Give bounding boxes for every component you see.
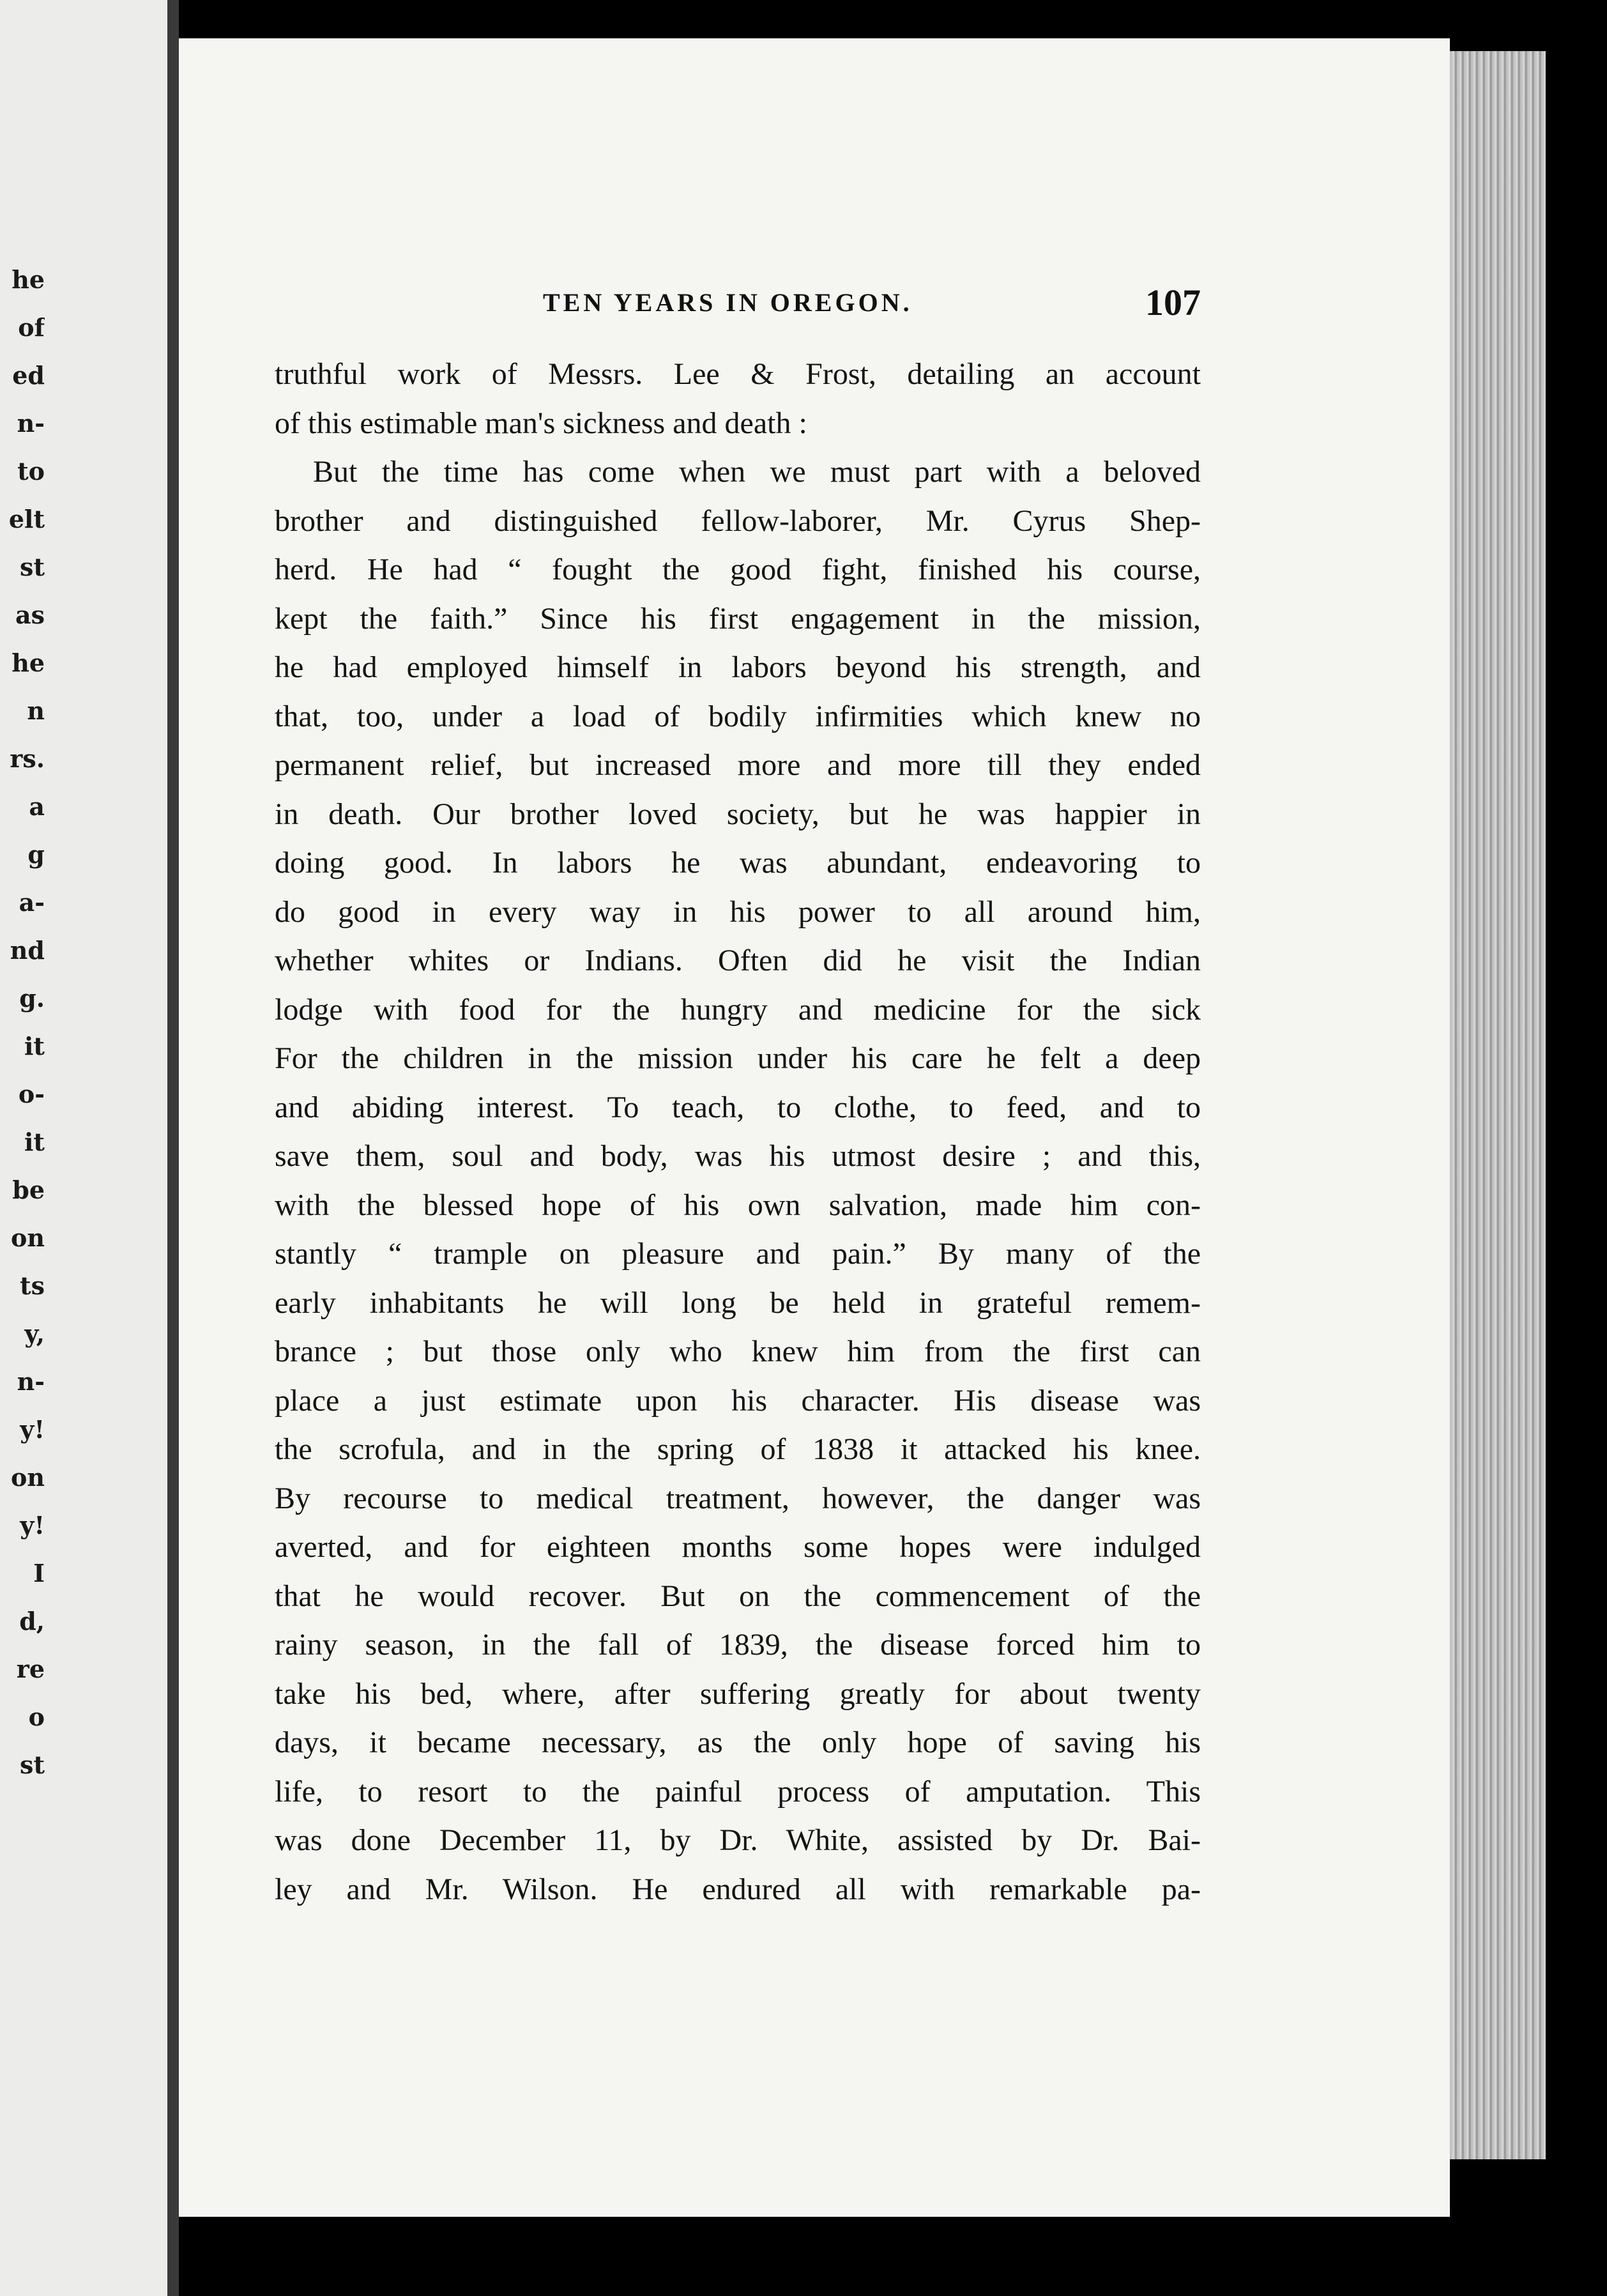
text-line: For the children in the mission under his care he felt a deep — [275, 1041, 1201, 1075]
text-line: that he would recover. But on the commencement of the — [275, 1579, 1201, 1613]
page-number: 107 — [1145, 282, 1201, 323]
book-gutter — [167, 0, 179, 2296]
text-line: doing good. In labors he was abundant, endeavoring to — [275, 846, 1201, 880]
left-page-fragment: to — [17, 457, 45, 486]
left-page-fragment: it — [24, 1128, 45, 1156]
page-edges — [1437, 51, 1546, 2159]
running-head: TEN YEARS IN OREGON. — [543, 288, 913, 317]
left-page-fragment: he — [11, 648, 45, 677]
left-page-fragment: he — [11, 265, 45, 294]
left-page-fragment: d, — [19, 1607, 45, 1635]
text-line: rainy season, in the fall of 1839, the disease forced him to — [275, 1628, 1201, 1662]
facing-left-page — [0, 0, 167, 2296]
text-line: averted, and for eighteen months some hopes were indulged — [275, 1530, 1201, 1564]
left-page-fragment: y, — [24, 1319, 45, 1348]
left-page-fragment: rs. — [10, 744, 45, 773]
left-page-fragment: on — [11, 1463, 45, 1492]
text-line: herd. He had “ fought the good fight, finished his course, — [275, 553, 1201, 586]
left-page-text-fragments — [0, 256, 45, 1789]
text-line: life, to resort to the painful process of amputation. This — [275, 1774, 1201, 1809]
left-page-fragment: of — [18, 313, 45, 342]
text-line: save them, soul and body, was his utmost desire ; and this, — [275, 1139, 1201, 1173]
left-page-fragment: as — [15, 601, 45, 629]
left-page-fragment: st — [20, 553, 45, 581]
text-line: early inhabitants he will long be held in grateful remem- — [275, 1285, 1201, 1320]
text-line: take his bed, where, after suffering greatly for about twenty — [275, 1676, 1201, 1711]
text-line: truthful work of Messrs. Lee & Frost, detailing an account — [275, 357, 1201, 391]
text-line: with the blessed hope of his own salvation, made him con- — [275, 1188, 1201, 1222]
left-page-fragment: be — [12, 1175, 45, 1204]
left-page-fragment: a — [29, 792, 45, 821]
text-line: of this estimable man's sickness and death : — [275, 406, 807, 440]
left-page-fragment: ts — [20, 1271, 45, 1300]
left-page-fragment: o- — [18, 1080, 45, 1108]
text-line: in death. Our brother loved society, but he was happier in — [275, 797, 1201, 831]
left-page-fragment: n- — [17, 409, 45, 438]
text-line: But the time has come when we must part with a beloved — [313, 455, 1201, 489]
left-page-fragment: y! — [20, 1415, 45, 1444]
text-line: lodge with food for the hungry and medicine for the sick — [275, 992, 1201, 1027]
body-text — [275, 350, 1201, 1914]
text-line: whether whites or Indians. Often did he visit the Indian — [275, 944, 1201, 977]
text-line: brance ; but those only who knew him from the first can — [275, 1335, 1201, 1368]
left-page-fragment: n- — [17, 1367, 45, 1396]
left-page-fragment: y! — [20, 1511, 45, 1540]
left-page-fragment: o — [28, 1703, 45, 1731]
left-page-fragment: g. — [19, 984, 45, 1013]
left-page-fragment: st — [20, 1750, 45, 1779]
text-line: do good in every way in his power to all around him, — [275, 894, 1201, 929]
text-line: kept the faith.” Since his first engagement in the mission, — [275, 601, 1201, 636]
text-line: permanent relief, but increased more and more till they ended — [275, 748, 1201, 782]
text-line: stantly “ trample on pleasure and pain.” By many of the — [275, 1237, 1201, 1271]
left-page-fragment: I — [33, 1559, 45, 1588]
left-page-fragment: nd — [10, 936, 45, 965]
text-line: place a just estimate upon his character. His disease was — [275, 1383, 1201, 1418]
left-page-fragment: it — [24, 1032, 45, 1060]
left-page-fragment: on — [11, 1223, 45, 1252]
text-line: he had employed himself in labors beyond his strength, and — [275, 650, 1201, 684]
text-line: that, too, under a load of bodily infirmities which knew no — [275, 699, 1201, 733]
left-page-fragment: ed — [12, 361, 45, 390]
text-line: the scrofula, and in the spring of 1838 it attacked his knee. — [275, 1432, 1201, 1466]
left-page-fragment: re — [16, 1655, 45, 1683]
left-page-fragment: n — [27, 696, 45, 725]
text-line: brother and distinguished fellow-laborer, Mr. Cyrus Shep- — [275, 503, 1201, 538]
text-line: and abiding interest. To teach, to clothe, to feed, and to — [275, 1090, 1201, 1124]
page-header — [275, 281, 1201, 326]
text-line: ley and Mr. Wilson. He endured all with remarkable pa- — [275, 1872, 1201, 1906]
text-line: days, it became necessary, as the only hope of saving his — [275, 1726, 1201, 1759]
left-page-fragment: elt — [8, 505, 45, 533]
text-line: By recourse to medical treatment, however, the danger was — [275, 1481, 1201, 1515]
left-page-fragment: a- — [19, 888, 45, 917]
text-line: was done December 11, by Dr. White, assisted by Dr. Bai- — [275, 1823, 1201, 1857]
left-page-fragment: g — [27, 840, 45, 869]
